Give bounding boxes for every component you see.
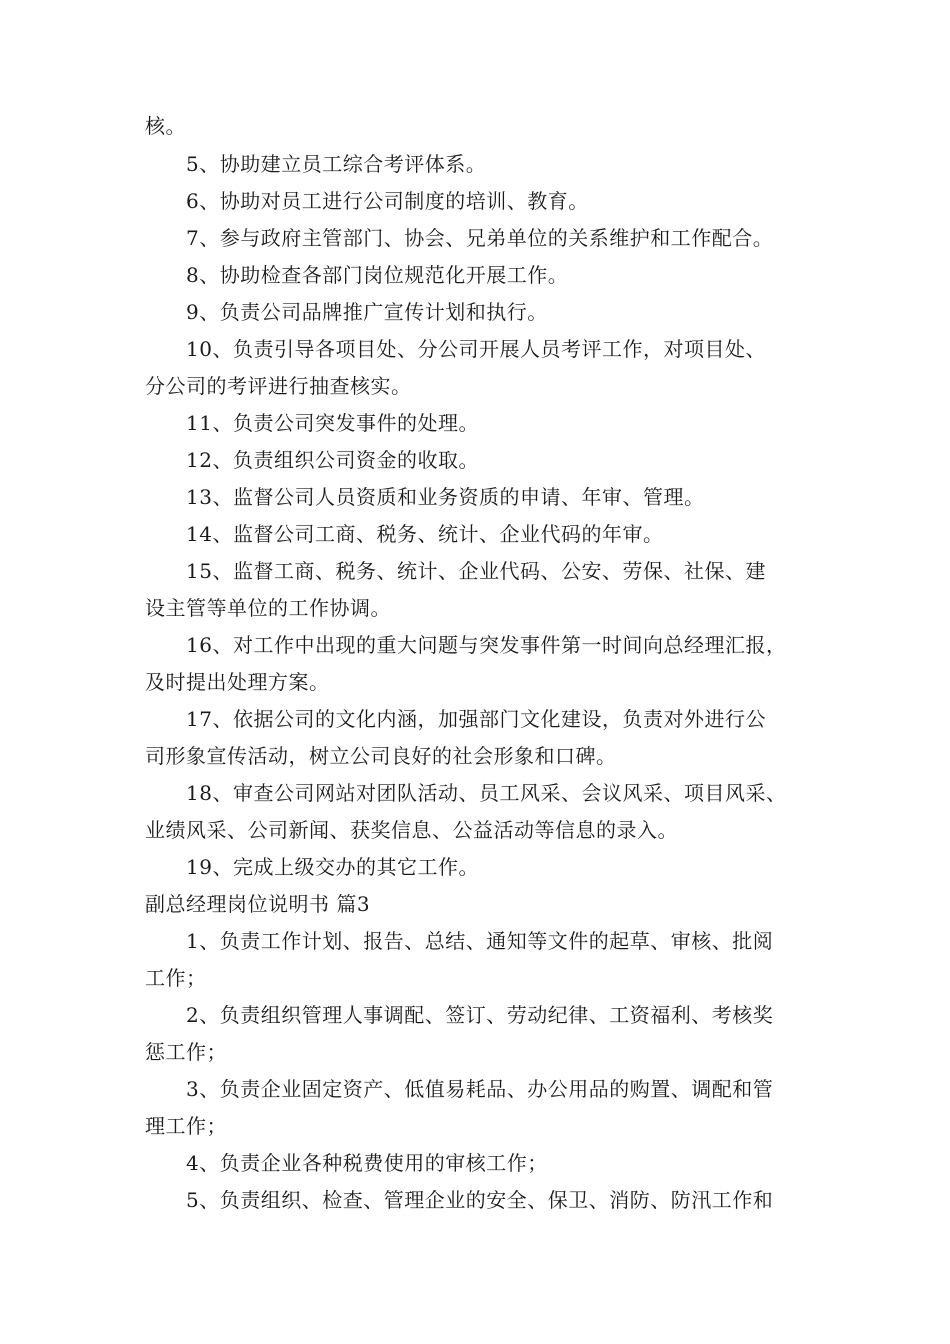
- list-item: 3、负责企业固定资产、低值易耗品、办公用品的购置、调配和管: [186, 1077, 774, 1101]
- list-item: 15、监督工商、税务、统计、企业代码、公安、劳保、社保、建: [186, 559, 766, 583]
- list-item: 5、负责组织、检查、管理企业的安全、保卫、消防、防汛工作和: [186, 1188, 774, 1212]
- list-item: 5、协助建立员工综合考评体系。: [186, 152, 487, 176]
- text-line: 核。: [145, 114, 186, 138]
- text-line: 惩工作；: [145, 1040, 227, 1064]
- list-item: 19、完成上级交办的其它工作。: [186, 855, 479, 879]
- list-item: 7、参与政府主管部门、协会、兄弟单位的关系维护和工作配合。: [186, 226, 774, 250]
- text-line: 工作；: [145, 966, 207, 990]
- text-line: 司形象宣传活动，树立公司良好的社会形象和口碑。: [145, 744, 617, 768]
- text-line: 业绩风采、公司新闻、获奖信息、公益活动等信息的录入。: [145, 818, 678, 842]
- list-item: 18、审查公司网站对团队活动、员工风采、会议风采、项目风采、: [186, 781, 787, 805]
- list-item: 9、负责公司品牌推广宣传计划和执行。: [186, 300, 548, 324]
- list-item: 4、负责企业各种税费使用的审核工作；: [186, 1151, 548, 1175]
- list-item: 11、负责公司突发事件的处理。: [186, 411, 479, 435]
- list-item: 10、负责引导各项目处、分公司开展人员考评工作，对项目处、: [186, 337, 766, 361]
- section-heading: 副总经理岗位说明书 篇3: [145, 892, 371, 916]
- list-item: 6、协助对员工进行公司制度的培训、教育。: [186, 189, 589, 213]
- list-item: 16、对工作中出现的重大问题与突发事件第一时间向总经理汇报，: [186, 633, 787, 657]
- text-line: 分公司的考评进行抽查核实。: [145, 374, 412, 398]
- list-item: 2、负责组织管理人事调配、签订、劳动纪律、工资福利、考核奖: [186, 1003, 774, 1027]
- list-item: 8、协助检查各部门岗位规范化开展工作。: [186, 263, 569, 287]
- text-line: 设主管等单位的工作协调。: [145, 596, 391, 620]
- list-item: 17、依据公司的文化内涵，加强部门文化建设，负责对外进行公: [186, 707, 766, 731]
- list-item: 1、负责工作计划、报告、总结、通知等文件的起草、审核、批阅: [186, 929, 774, 953]
- list-item: 14、监督公司工商、税务、统计、企业代码的年审。: [186, 522, 664, 546]
- list-item: 13、监督公司人员资质和业务资质的申请、年审、管理。: [186, 485, 705, 509]
- list-item: 12、负责组织公司资金的收取。: [186, 448, 479, 472]
- text-line: 理工作；: [145, 1114, 227, 1138]
- text-line: 及时提出处理方案。: [145, 670, 330, 694]
